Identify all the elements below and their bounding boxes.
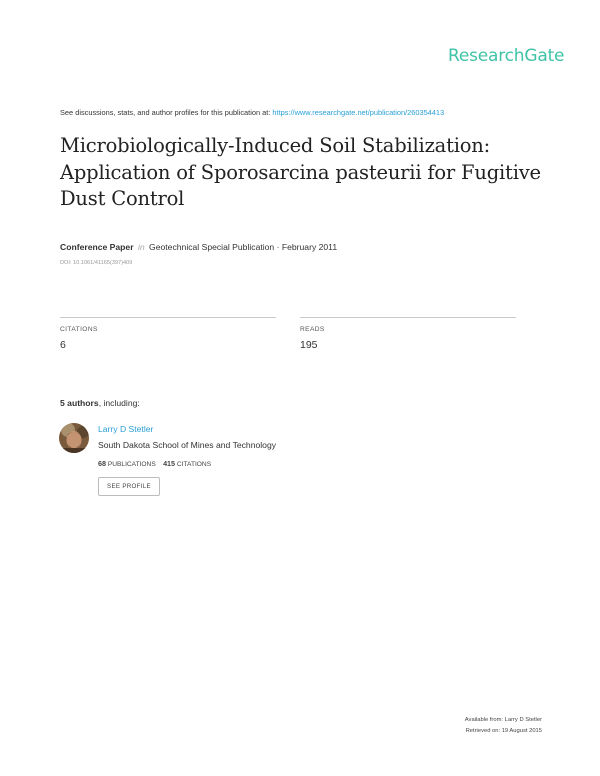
title-line: Application of Sporosarcina pasteurii for Fugitive [60, 160, 541, 184]
citations-label: CITATIONS [60, 326, 98, 333]
doi: DOI: 10.1061/41165(397)409 [60, 260, 133, 266]
author-institution: South Dakota School of Mines and Technology [98, 440, 277, 450]
title-line: Microbiologically-Induced Soil Stabilization: [60, 134, 491, 157]
reads-divider [300, 317, 516, 318]
citations-divider [60, 317, 276, 318]
reads-label: READS [300, 326, 325, 333]
author-name-link[interactable]: Larry D Stetler [98, 424, 154, 434]
see-discussions-line [60, 108, 444, 117]
publications-count: 68 [98, 459, 106, 468]
author-citations-label: CITATIONS [176, 461, 212, 468]
authors-suffix: , including: [98, 398, 140, 408]
author-stats [98, 459, 211, 468]
authors-count: 5 authors [60, 398, 99, 408]
publication-meta [60, 242, 337, 252]
retrieved-on: Retrieved on: 19 August 2015 [465, 728, 542, 734]
publications-label: PUBLICATIONS [107, 461, 156, 468]
venue-date: Geotechnical Special Publication · February 2011 [149, 242, 338, 252]
author-citations-count: 415 [163, 459, 176, 468]
authors-heading [60, 398, 140, 408]
see-discussions-text: See discussions, stats, and author profiles for this publication at: [60, 108, 273, 117]
reads-value: 195 [300, 339, 318, 351]
see-profile-button[interactable]: SEE PROFILE [98, 477, 160, 496]
available-from: Available from: Larry D Stetler [464, 717, 542, 723]
citations-value: 6 [60, 339, 66, 351]
researchgate-logo[interactable]: ResearchGate [448, 46, 565, 66]
publication-url-link[interactable]: https://www.researchgate.net/publication/260354413 [272, 108, 445, 117]
in-word: in [137, 242, 145, 252]
avatar[interactable] [59, 423, 89, 453]
paper-title [60, 133, 560, 213]
publication-type: Conference Paper [60, 242, 134, 252]
author-photo [59, 423, 89, 453]
title-line: Dust Control [60, 187, 185, 210]
